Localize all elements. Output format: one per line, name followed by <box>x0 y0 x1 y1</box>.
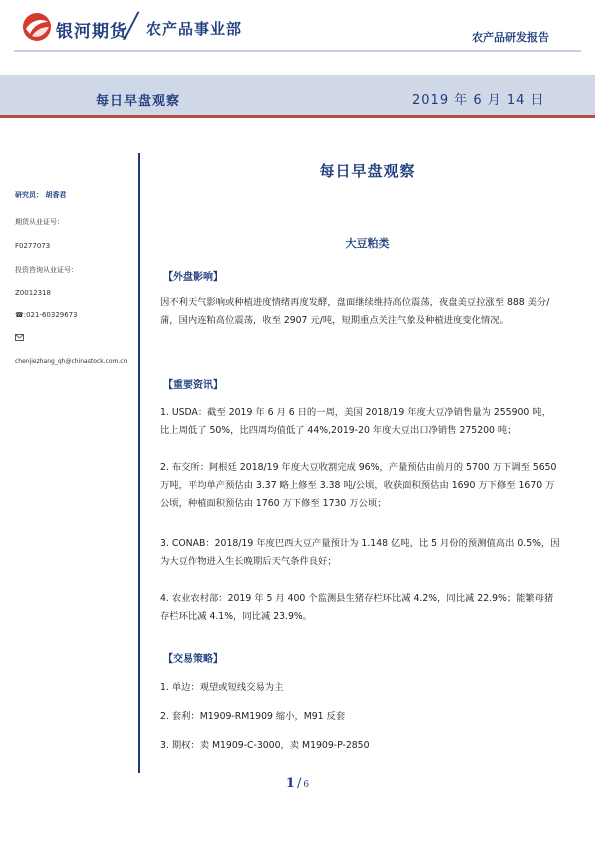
band-title: 每日早盘观察 <box>96 94 181 109</box>
news-item-4: 4. 农业农村部：2019 年 5 月 400 个监测县生猪存栏环比减 4.2%，同比减 22.9%；能繁母猪存栏环比减 4.1%，同比减 23.9%。 <box>160 593 554 622</box>
researcher-name: 研究员： 胡香君 <box>15 191 67 199</box>
news-item-1: 1. USDA：截至 2019 年 6 月 6 日的一周，美国 2018/19 年度大豆净销售量为 255900 吨，比上周低了 50%，比四周均值低了 44%,2019-20 年度大豆出口净销售 275200 吨； <box>160 407 551 436</box>
brand-name: 银河期货 <box>56 22 128 42</box>
email-address[interactable]: chenjiezhang_qh@chinastock.com.cn <box>15 358 128 365</box>
phone-number: ☎:021-60329673 <box>15 311 78 319</box>
news-heading: 【重要资讯】 <box>163 380 223 391</box>
page-current: 1 <box>285 776 295 791</box>
strategy-item-2: 2. 套利：M1909-RM1909 缩小，M91 反套 <box>160 711 346 722</box>
page-total: 6 <box>303 780 310 790</box>
header-rule <box>14 50 581 52</box>
report-type: 农产品研发报告 <box>472 31 549 44</box>
news-item-3: 3. CONAB：2018/19 年度巴西大豆产量预计为 1.148 亿吨，比 5 月份的预测值高出 0.5%，因为大豆作物进入生长晚期后天气条件良好； <box>160 538 560 567</box>
futures-cert-number: F0277073 <box>15 242 51 250</box>
strategy-heading: 【交易策略】 <box>163 654 223 665</box>
galaxy-logo-icon <box>22 12 52 42</box>
external-heading: 【外盘影响】 <box>163 272 223 283</box>
report-header <box>0 0 595 60</box>
main-title: 每日早盘观察 <box>319 162 416 180</box>
department-name: 农产品事业部 <box>146 20 243 38</box>
external-paragraph: 因不利天气影响或种植进度情绪再度发酵，盘面继续维持高位震荡，夜盘美豆拉涨至 888 美分/蒲，国内连粕高位震荡，收至 2907 元/吨，短期重点关注气象及种植进度变化情况。 <box>160 297 550 326</box>
page-number <box>0 772 595 791</box>
strategy-item-1: 1. 单边：观望或短线交易为主 <box>160 682 284 693</box>
advisory-cert-label: 投资咨询从业证号： <box>15 266 78 274</box>
envelope-icon <box>15 334 24 343</box>
section-title: 大豆粕类 <box>345 237 390 250</box>
strategy-item-3: 3. 期权：卖 M1909-C-3000，卖 M1909-P-2850 <box>160 740 370 751</box>
page-separator: / <box>296 776 302 791</box>
news-item-2: 2. 布交所：阿根廷 2018/19 年度大豆收割完成 96%，产量预估由前月的 5700 万下调至 5650 万吨，平均单产预估由 3.37 略上修至 3.38 吨/公顷，收获面积预估由 1690 万下修至 1670 万公顷，种植面积预估由 1760 万下修至 1730 万公顷； <box>160 462 557 509</box>
title-band-accent <box>0 115 595 118</box>
futures-cert-label: 期货从业证号： <box>15 218 64 226</box>
advisory-cert-number: Z0012318 <box>15 289 51 297</box>
header-divider-slash: ╱ <box>124 12 139 40</box>
report-date: 2019 年 6 月 14 日 <box>412 93 545 108</box>
